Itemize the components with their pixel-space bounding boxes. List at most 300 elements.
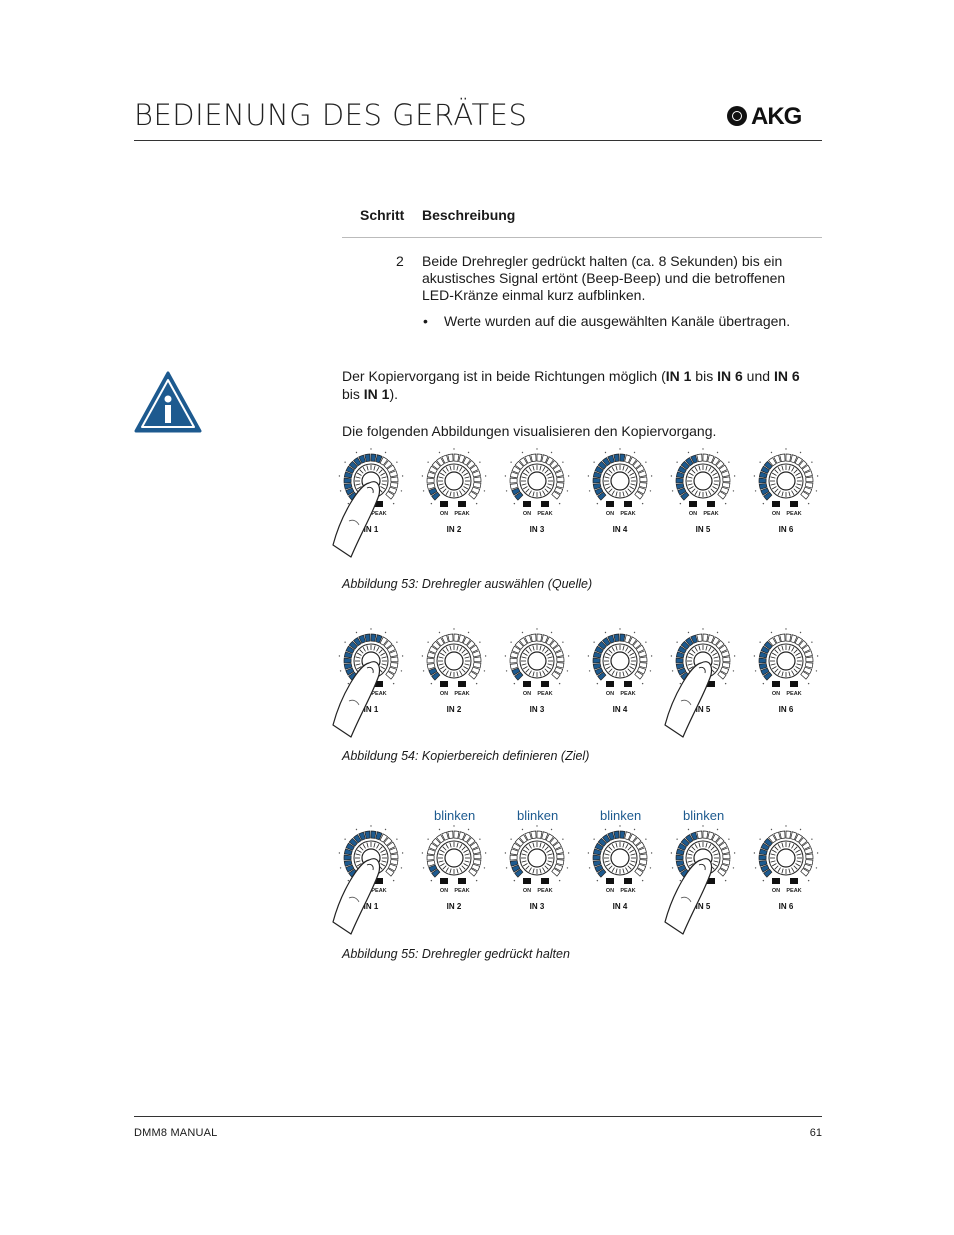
knob-4 (588, 628, 653, 714)
led-segment (780, 454, 785, 462)
scale-dot (785, 628, 786, 629)
scale-dot (672, 867, 673, 868)
scale-dot (339, 475, 340, 476)
scale-dot (476, 503, 477, 504)
led-segment (759, 478, 766, 483)
scale-dot (688, 452, 689, 453)
scale-dot (650, 867, 651, 868)
led-segment (474, 477, 481, 482)
scale-dot (808, 683, 809, 684)
knob-3 (505, 825, 570, 911)
pointing-finger-icon (333, 859, 380, 934)
figure-53 (330, 443, 830, 568)
peak-label: PEAK (620, 511, 636, 517)
scale-dot (619, 825, 620, 826)
scale-dot (676, 461, 677, 462)
channel-label: IN 2 (446, 705, 462, 714)
scale-dot (597, 503, 598, 504)
led-segment (593, 658, 600, 663)
footer-manual-name: DMM8 MANUAL (134, 1127, 218, 1139)
scale-dot (800, 452, 801, 453)
led-segment (723, 477, 730, 482)
scale-dot (559, 503, 560, 504)
channel-label: IN 5 (695, 525, 711, 534)
led-segment (697, 454, 702, 462)
scale-dot (755, 670, 756, 671)
scale-dot (642, 503, 643, 504)
led-segment (620, 454, 625, 461)
knob-row (330, 623, 830, 748)
channel-label: IN 3 (529, 525, 545, 534)
scale-dot (589, 490, 590, 491)
knob-1 (333, 448, 403, 557)
scale-dot (672, 490, 673, 491)
led-segment (344, 478, 351, 483)
scale-dot (385, 829, 386, 830)
knob-cap (611, 849, 629, 867)
channel-label: IN 6 (778, 902, 794, 911)
led-segment (806, 657, 813, 662)
scale-dot (348, 503, 349, 504)
led-segment (806, 854, 813, 859)
scale-dot (536, 825, 537, 826)
peak-label: PEAK (454, 888, 470, 894)
led-segment (537, 634, 542, 641)
scale-dot (725, 683, 726, 684)
logo-text: AKG (751, 103, 802, 130)
knob-1 (333, 628, 403, 737)
blink-label-in3: blinken (517, 808, 559, 823)
on-label: ON (771, 691, 781, 697)
scale-dot (702, 628, 703, 629)
scale-dot (728, 838, 729, 839)
peak-led (624, 878, 632, 884)
scale-dot (559, 880, 560, 881)
led-segment (759, 658, 766, 663)
scale-dot (817, 475, 818, 476)
on-led (772, 681, 780, 687)
scale-dot (702, 448, 703, 449)
led-segment (557, 657, 564, 662)
scale-dot (476, 683, 477, 684)
scale-dot (431, 683, 432, 684)
led-segment (531, 634, 536, 642)
knob-4 (588, 825, 653, 911)
scale-dot (725, 503, 726, 504)
on-led (523, 501, 531, 507)
scale-dot (619, 448, 620, 449)
scale-dot (651, 852, 652, 853)
on-led (772, 501, 780, 507)
scale-dot (800, 632, 801, 633)
knob-1 (333, 825, 403, 934)
figure-54 (330, 623, 830, 748)
led-segment (510, 658, 517, 663)
scale-dot (680, 880, 681, 881)
scale-dot (593, 838, 594, 839)
knob-cap (445, 652, 463, 670)
scale-dot (717, 829, 718, 830)
knob-2 (422, 448, 487, 534)
scale-dot (589, 867, 590, 868)
knob-5 (671, 448, 736, 534)
scale-dot (344, 461, 345, 462)
led-segment (448, 634, 453, 642)
led-segment (531, 831, 536, 839)
knob-cap (777, 652, 795, 670)
scale-dot (401, 867, 402, 868)
scale-dot (588, 852, 589, 853)
scale-dot (348, 683, 349, 684)
led-segment (703, 831, 708, 838)
peak-led (624, 501, 632, 507)
scale-dot (645, 461, 646, 462)
on-label: ON (771, 511, 781, 517)
peak-led (541, 878, 549, 884)
step-bullet: Werte wurden auf die ausgewählten Kanäle übertragen. (444, 313, 791, 329)
on-led (440, 878, 448, 884)
on-led (606, 681, 614, 687)
scale-dot (370, 628, 371, 629)
knob-4 (588, 448, 653, 534)
blink-label-in4: blinken (600, 808, 642, 823)
scale-dot (759, 461, 760, 462)
scale-dot (811, 838, 812, 839)
scale-dot (671, 852, 672, 853)
led-segment (759, 855, 766, 860)
scale-dot (754, 655, 755, 656)
knob-cap (694, 472, 712, 490)
scale-dot (422, 655, 423, 656)
led-segment (593, 478, 600, 483)
led-segment (448, 831, 453, 839)
knob-cap (528, 472, 546, 490)
channel-label: IN 2 (446, 902, 462, 911)
led-segment (365, 634, 370, 642)
scale-dot (734, 655, 735, 656)
peak-led (707, 501, 715, 507)
channel-label: IN 1 (363, 902, 379, 911)
led-segment (676, 478, 683, 483)
scale-dot (568, 852, 569, 853)
on-label: ON (439, 691, 449, 697)
on-label: ON (439, 888, 449, 894)
on-label: ON (605, 511, 615, 517)
knob-cap (445, 472, 463, 490)
scale-dot (396, 641, 397, 642)
footer-page-number: 61 (809, 1127, 822, 1139)
scale-dot (671, 655, 672, 656)
scale-dot (605, 452, 606, 453)
scale-dot (568, 475, 569, 476)
scale-dot (427, 641, 428, 642)
figure-53-caption: Abbildung 53: Drehregler auswählen (Quelle) (342, 577, 593, 591)
led-segment (614, 634, 619, 642)
peak-label: PEAK (537, 691, 553, 697)
scale-dot (484, 490, 485, 491)
led-segment (697, 831, 702, 839)
scale-dot (589, 670, 590, 671)
scale-dot (505, 655, 506, 656)
step-description: Beide Drehregler gedrückt halten (ca. 8 Sekunden) bis ein akustisches Signal ertönt (Beep-Beep) und die betroffenen LED-Kränze einmal kurz aufblinken. (422, 253, 786, 303)
scale-dot (771, 632, 772, 633)
scale-dot (522, 632, 523, 633)
knob-row (330, 443, 830, 568)
peak-label: PEAK (620, 888, 636, 894)
led-segment (780, 634, 785, 642)
channel-label: IN 1 (363, 705, 379, 714)
scale-dot (759, 838, 760, 839)
led-segment (697, 634, 702, 642)
peak-label: PEAK (537, 511, 553, 517)
scale-dot (439, 829, 440, 830)
led-segment (531, 454, 536, 462)
led-segment (786, 454, 791, 461)
scale-dot (339, 852, 340, 853)
led-segment (640, 657, 647, 662)
scale-dot (650, 670, 651, 671)
knob-2 (422, 825, 487, 911)
scale-dot (759, 641, 760, 642)
led-segment (723, 854, 730, 859)
scale-dot (816, 670, 817, 671)
scale-dot (514, 503, 515, 504)
scale-dot (588, 655, 589, 656)
led-segment (780, 831, 785, 839)
peak-label: PEAK (454, 691, 470, 697)
knob-2 (422, 628, 487, 714)
scale-dot (439, 452, 440, 453)
peak-led (458, 501, 466, 507)
channel-label: IN 5 (695, 705, 711, 714)
knob-cap (528, 849, 546, 867)
on-led (523, 681, 531, 687)
scale-dot (551, 452, 552, 453)
scale-dot (348, 880, 349, 881)
peak-label: PEAK (537, 888, 553, 894)
scale-dot (808, 503, 809, 504)
knob-3 (505, 628, 570, 714)
led-segment (786, 634, 791, 641)
scale-dot (510, 838, 511, 839)
scale-dot (340, 867, 341, 868)
scale-dot (514, 880, 515, 881)
led-segment (427, 658, 434, 663)
led-segment (703, 634, 708, 641)
scale-dot (393, 683, 394, 684)
peak-label: PEAK (620, 691, 636, 697)
on-led (606, 878, 614, 884)
peak-led (458, 681, 466, 687)
scale-dot (356, 829, 357, 830)
scale-dot (551, 829, 552, 830)
scale-dot (680, 683, 681, 684)
scale-dot (754, 852, 755, 853)
on-led (689, 501, 697, 507)
scale-dot (702, 825, 703, 826)
scale-dot (551, 632, 552, 633)
scale-dot (356, 452, 357, 453)
led-segment (723, 657, 730, 662)
scale-dot (422, 475, 423, 476)
scale-dot (642, 683, 643, 684)
scale-dot (393, 880, 394, 881)
scale-dot (393, 503, 394, 504)
scale-dot (510, 461, 511, 462)
scale-dot (816, 867, 817, 868)
scale-dot (755, 490, 756, 491)
scale-dot (817, 655, 818, 656)
scale-dot (344, 838, 345, 839)
figure-54-caption: Abbildung 54: Kopierbereich definieren (Ziel) (342, 749, 590, 763)
scale-dot (593, 641, 594, 642)
bullet-icon: • (423, 313, 428, 329)
scale-dot (402, 655, 403, 656)
scale-dot (427, 461, 428, 462)
channel-label: IN 3 (529, 705, 545, 714)
scale-dot (634, 632, 635, 633)
peak-label: PEAK (786, 888, 802, 894)
led-segment (448, 454, 453, 462)
scale-dot (688, 829, 689, 830)
led-segment (371, 454, 376, 461)
led-segment (537, 831, 542, 838)
scale-dot (522, 452, 523, 453)
led-segment (557, 477, 564, 482)
scale-dot (676, 838, 677, 839)
akg-logo (727, 105, 823, 131)
step-number: 2 (396, 253, 404, 269)
led-segment (806, 477, 813, 482)
led-segment (391, 854, 398, 859)
led-segment (365, 454, 370, 462)
on-led (440, 681, 448, 687)
scale-dot (771, 452, 772, 453)
peak-label: PEAK (703, 511, 719, 517)
peak-label: PEAK (454, 511, 470, 517)
scale-dot (672, 670, 673, 671)
scale-dot (385, 452, 386, 453)
scale-dot (484, 867, 485, 868)
knob-6 (754, 448, 819, 534)
scale-dot (423, 490, 424, 491)
scale-dot (468, 829, 469, 830)
peak-led (541, 501, 549, 507)
scale-dot (642, 880, 643, 881)
scale-dot (485, 852, 486, 853)
scale-dot (817, 852, 818, 853)
header-divider (134, 140, 822, 141)
led-segment (427, 855, 434, 860)
scale-dot (439, 632, 440, 633)
scale-dot (505, 852, 506, 853)
pointing-finger-icon (333, 482, 380, 557)
scale-dot (567, 490, 568, 491)
led-segment (454, 454, 459, 461)
scale-dot (340, 670, 341, 671)
on-label: ON (605, 888, 615, 894)
scale-dot (562, 461, 563, 462)
scale-dot (800, 829, 801, 830)
peak-label: PEAK (371, 888, 387, 894)
led-segment (391, 477, 398, 482)
knob-cap (528, 652, 546, 670)
scale-dot (385, 632, 386, 633)
table-header-step: Schritt (360, 207, 405, 223)
channel-label: IN 6 (778, 525, 794, 534)
scale-dot (431, 503, 432, 504)
scale-dot (476, 880, 477, 881)
pointing-finger-icon (665, 859, 712, 934)
scale-dot (522, 829, 523, 830)
scale-dot (785, 448, 786, 449)
scale-dot (808, 880, 809, 881)
scale-dot (401, 670, 402, 671)
on-led (440, 501, 448, 507)
led-segment (344, 855, 351, 860)
scale-dot (597, 880, 598, 881)
peak-led (624, 681, 632, 687)
on-label: ON (688, 511, 698, 517)
led-segment (614, 831, 619, 839)
peak-label: PEAK (371, 511, 387, 517)
peak-label: PEAK (371, 691, 387, 697)
peak-led (790, 501, 798, 507)
knob-3 (505, 448, 570, 534)
scale-dot (645, 641, 646, 642)
channel-label: IN 4 (612, 902, 628, 911)
scale-dot (505, 475, 506, 476)
led-segment (371, 634, 376, 641)
scale-dot (645, 838, 646, 839)
scale-dot (468, 632, 469, 633)
pointing-finger-icon (665, 662, 712, 737)
led-segment (786, 831, 791, 838)
on-led (606, 501, 614, 507)
scale-dot (676, 641, 677, 642)
on-led (523, 878, 531, 884)
peak-led (541, 681, 549, 687)
scale-dot (634, 829, 635, 830)
scale-dot (785, 825, 786, 826)
scale-dot (763, 683, 764, 684)
scale-dot (688, 632, 689, 633)
led-segment (640, 854, 647, 859)
page-title: BEDIENUNG DES GERÄTES (134, 98, 528, 132)
scale-dot (763, 503, 764, 504)
scale-dot (479, 838, 480, 839)
scale-dot (816, 490, 817, 491)
knob-5 (665, 825, 735, 934)
info-triangle-icon (134, 371, 202, 433)
scale-dot (423, 670, 424, 671)
scale-dot (510, 641, 511, 642)
led-segment (676, 855, 683, 860)
on-label: ON (439, 511, 449, 517)
led-segment (620, 634, 625, 641)
scale-dot (427, 838, 428, 839)
scale-dot (734, 852, 735, 853)
channel-label: IN 2 (446, 525, 462, 534)
scale-dot (356, 632, 357, 633)
blink-label-in2: blinken (434, 808, 476, 823)
scale-dot (453, 825, 454, 826)
note-text: Der Kopiervorgang ist in beide Richtungen möglich (IN 1 bis IN 6 und IN 6 bis IN 1). (342, 368, 800, 402)
scale-dot (536, 448, 537, 449)
table-divider (342, 237, 822, 238)
led-segment (593, 855, 600, 860)
scale-dot (423, 867, 424, 868)
